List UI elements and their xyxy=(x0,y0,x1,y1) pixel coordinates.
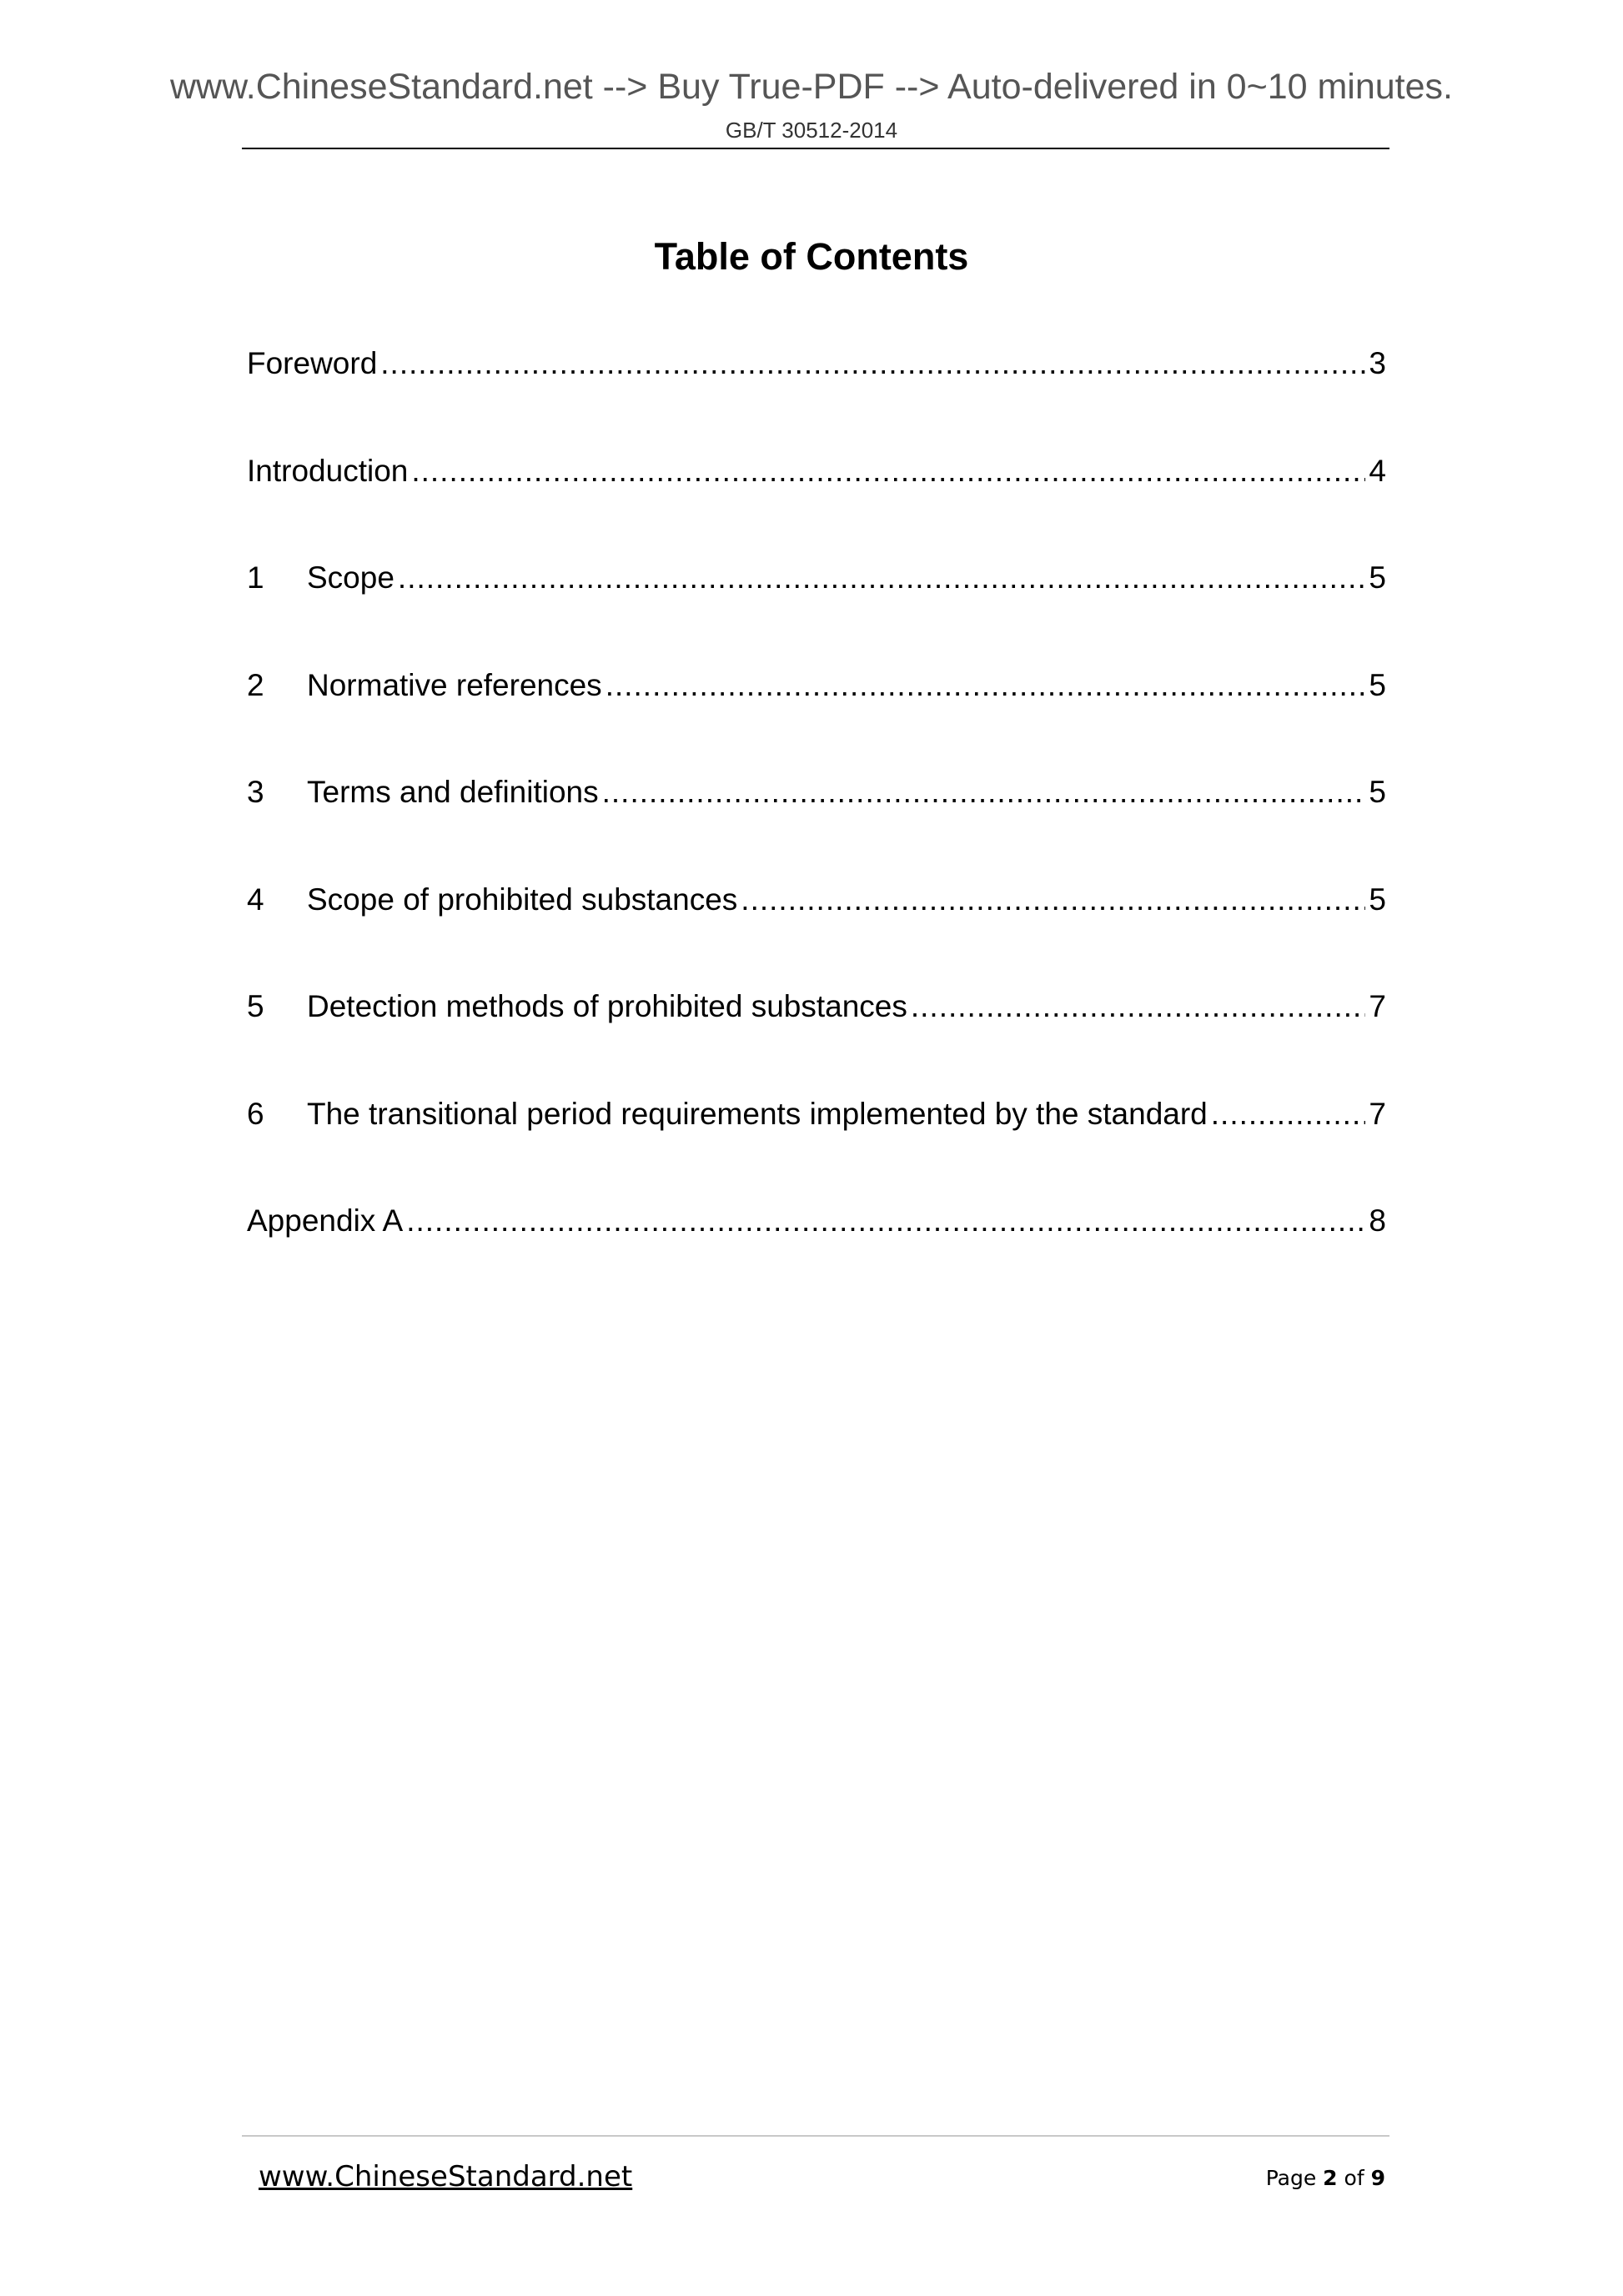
footer-divider xyxy=(242,2135,1389,2137)
toc-leader-dots xyxy=(911,983,1366,1030)
toc-leader-dots xyxy=(1211,1091,1366,1138)
site-banner: www.ChineseStandard.net --> Buy True-PDF --> Auto-delivered in 0~10 minutes. xyxy=(169,67,1453,107)
toc-entry-label: Foreword xyxy=(247,346,378,380)
toc-entry-page: 5 xyxy=(1369,775,1386,809)
toc-entry-appendix-a[interactable] xyxy=(247,1198,1386,1305)
toc-entry-number: 5 xyxy=(247,989,264,1023)
toc-entry-transitional-period[interactable] xyxy=(247,1091,1386,1198)
toc-entry-detection-methods[interactable] xyxy=(247,983,1386,1091)
toc-entry-label: Terms and definitions xyxy=(307,775,599,809)
toc-entry-page: 7 xyxy=(1369,1096,1386,1131)
toc-entry-label: Scope of prohibited substances xyxy=(307,882,738,917)
toc-entry-scope[interactable] xyxy=(247,555,1386,662)
toc-entry-label: Appendix A xyxy=(247,1203,404,1238)
toc-entry-number: 3 xyxy=(247,775,264,809)
toc-leader-dots xyxy=(406,1198,1365,1244)
toc-leader-dots xyxy=(380,340,1365,387)
toc-entry-number: 4 xyxy=(247,882,264,917)
page-current: 2 xyxy=(1323,2166,1338,2190)
toc-leader-dots xyxy=(741,877,1365,923)
toc-entry-prohibited-scope[interactable] xyxy=(247,877,1386,984)
page-indicator xyxy=(1266,2165,1385,2192)
toc-entry-terms-definitions[interactable] xyxy=(247,769,1386,877)
toc-entry-number: 1 xyxy=(247,560,264,595)
page-prefix: Page xyxy=(1265,2166,1317,2190)
page-total: 9 xyxy=(1370,2166,1385,2190)
toc-leader-dots xyxy=(605,662,1366,709)
toc-entry-label: Detection methods of prohibited substances xyxy=(307,989,907,1023)
toc-entry-introduction[interactable] xyxy=(247,448,1386,555)
toc-entry-page: 8 xyxy=(1369,1203,1386,1238)
toc-entry-page: 7 xyxy=(1369,989,1386,1023)
toc-entry-foreword[interactable] xyxy=(247,340,1386,448)
toc-leader-dots xyxy=(602,769,1366,816)
toc-entry-number: 6 xyxy=(247,1096,264,1131)
toc-entry-normative-references[interactable] xyxy=(247,662,1386,770)
toc-title: Table of Contents xyxy=(654,235,969,278)
standard-code: GB/T 30512-2014 xyxy=(725,118,898,143)
toc-leader-dots xyxy=(398,555,1366,601)
toc-entry-page: 3 xyxy=(1369,346,1386,380)
footer-site-link[interactable]: www.ChineseStandard.net xyxy=(259,2160,633,2193)
toc-entry-page: 5 xyxy=(1369,667,1386,702)
toc-entry-label: Scope xyxy=(307,560,394,595)
toc-leader-dots xyxy=(411,448,1365,495)
header-divider xyxy=(242,148,1389,149)
toc-list xyxy=(247,340,1386,1305)
toc-entry-label: The transitional period requirements implemented by the standard xyxy=(307,1096,1208,1131)
toc-entry-page: 5 xyxy=(1369,560,1386,595)
toc-entry-label: Normative references xyxy=(307,667,602,702)
page-of: of xyxy=(1344,2166,1364,2190)
toc-entry-number: 2 xyxy=(247,667,264,702)
toc-entry-page: 4 xyxy=(1369,453,1386,488)
toc-entry-label: Introduction xyxy=(247,453,409,488)
toc-entry-page: 5 xyxy=(1369,882,1386,917)
